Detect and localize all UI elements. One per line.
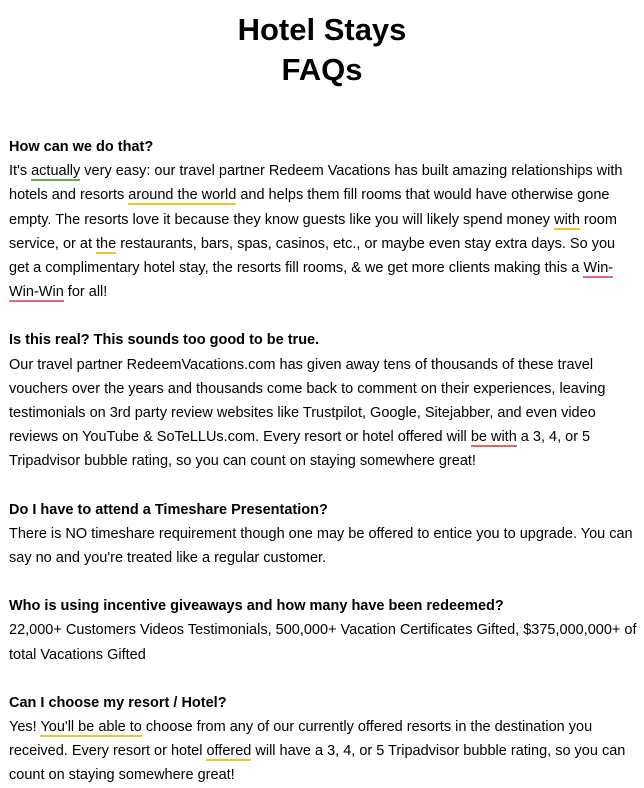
- faq-answer: [9, 618, 639, 666]
- underlined-phrase: around the world: [128, 187, 237, 204]
- document-title: [0, 10, 644, 90]
- underlined-phrase: with: [554, 211, 580, 228]
- faq-question: How can we do that?: [9, 139, 154, 155]
- answer-text: very easy: our travel partner Redeem Vacations has built amazing relationships with hotels and resorts: [9, 163, 623, 204]
- faq-item: [9, 328, 639, 473]
- answer-text: will have a 3, 4, or 5 Tripadvisor bubble rating, so you can count on staying somewhere great!: [9, 743, 626, 784]
- faq-question: Is this real? This sounds too good to be true.: [9, 332, 320, 349]
- faq-item: [9, 498, 639, 571]
- faq-answer: [9, 159, 639, 304]
- answer-text: room service, or at: [9, 211, 617, 252]
- answer-text: Yes!: [9, 719, 41, 736]
- underlined-phrase: the: [96, 235, 117, 252]
- answer-text: for all!: [63, 284, 108, 301]
- underlined-phrase: actually: [31, 163, 81, 180]
- answer-text: It's: [9, 163, 32, 180]
- faq-question: Can I choose my resort / Hotel?: [9, 694, 227, 711]
- answer-text: and helps them fill rooms that would have otherwise gone empty. The resorts love it because they know guests like you will likely spend money: [9, 187, 610, 228]
- title-line-1: Hotel Stays: [237, 12, 407, 47]
- underlined-phrase: be with: [470, 429, 517, 446]
- faq-item: [9, 594, 639, 667]
- answer-text: choose from any of our currently offered resorts in the destination you received. Every resort or hotel: [9, 719, 593, 760]
- answer-text: restaurants, bars, spas, casinos, etc., or maybe even stay extra days. So you get a complimentary hotel stay, the resorts fill rooms, & we get more clients making this a: [9, 235, 616, 277]
- faq-list: [9, 135, 639, 788]
- faq-question: Do I have to attend a Timeshare Presentation?: [9, 501, 328, 518]
- faq-answer: [9, 353, 639, 474]
- answer-text: a 3, 4, or 5 Tripadvisor bubble rating, so you can count on staying somewhere great!: [9, 429, 591, 470]
- faq-item: [9, 135, 639, 304]
- faq-question: Who is using incentive giveaways and how many have been redeemed?: [9, 598, 504, 615]
- answer-text: 22,000+ Customers Videos Testimonials, 500,000+ Vacation Certificates Gifted, $375,000,000+ of total Vacations Gifted: [9, 622, 637, 663]
- answer-text: There is NO timeshare requirement though one may be offered to entice you to upgrade. You can say no and you're treated like a regular customer.: [9, 525, 633, 567]
- faq-answer: [9, 715, 639, 788]
- underlined-phrase: You'll be able to: [40, 719, 142, 736]
- underlined-phrase: Win-Win-Win: [9, 260, 614, 301]
- underlined-phrase: offered: [206, 743, 252, 760]
- answer-text: Our travel partner RedeemVacations.com has given away tens of thousands of these travel vouchers over the years and thousands come back to comment on their experiences, leaving testimonials on 3rd party review websites like Trustpilot, Google, Sitejabber, and even video reviews on YouTube & SoTeLLUs.com. Every resort or hotel offered will: [9, 356, 606, 446]
- title-line-2: FAQs: [281, 52, 363, 87]
- faq-answer: [9, 522, 639, 570]
- faq-item: [9, 691, 639, 788]
